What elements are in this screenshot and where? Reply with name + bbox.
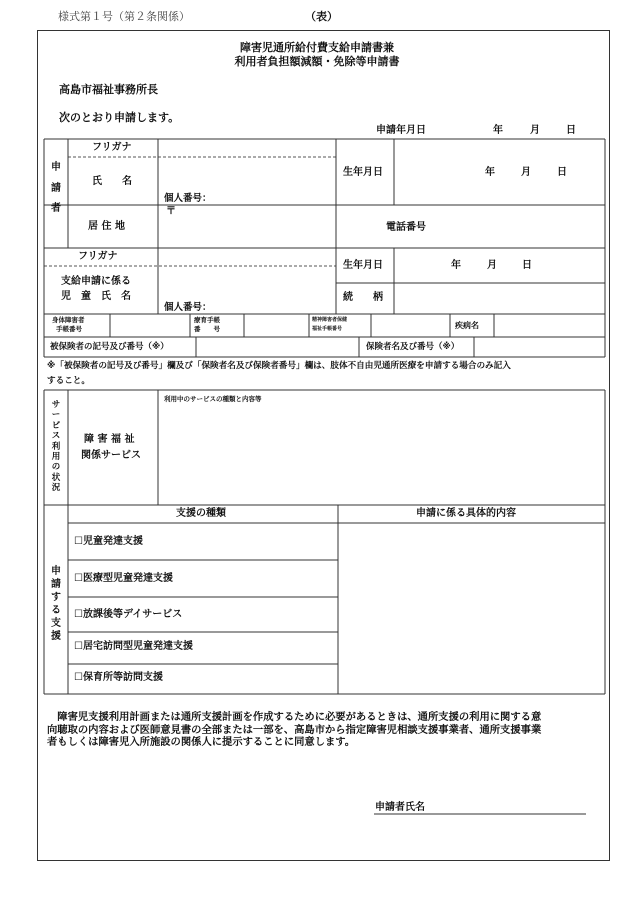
- consent-line: 障害児支援利用計画または通所支援計画を作成するために必要があるときは、通所支援の利用に関する意: [47, 711, 542, 723]
- service-detail-label: 利用中のサービスの種類と内容等: [164, 395, 262, 403]
- application-date-day[interactable]: 日: [566, 125, 576, 136]
- consent-line: 向聴取の内容および医師意見書の全部または一部を、高島市から指定障害児相談支援事業者、通所支援事業: [47, 723, 542, 736]
- application-date-year[interactable]: 年: [493, 125, 503, 136]
- physical-handbook-label-line1: 身体障害者: [52, 316, 85, 324]
- insured-number-label: 被保険者の記号及び番号（※）: [50, 342, 169, 352]
- support-option-nursery-visit[interactable]: ☐保育所等訪問支援: [74, 672, 163, 683]
- support-option-medical-child-development[interactable]: ☐医療型児童発達支援: [74, 573, 173, 584]
- support-detail-header: 申請に係る具体的内容: [416, 508, 516, 519]
- signature-field[interactable]: [440, 797, 584, 813]
- applicant-furigana-label: フリガナ: [92, 142, 132, 153]
- support-section-char: る: [51, 605, 61, 616]
- applicant-birth-year[interactable]: 年: [485, 167, 495, 178]
- support-option-child-development[interactable]: ☐児童発達支援: [74, 536, 143, 547]
- consent-line: 者もしくは障害児入所施設の関係人に提示することに同意します。: [47, 736, 356, 748]
- insurance-note-line2: すること。: [47, 376, 90, 386]
- support-section-char: 援: [51, 631, 61, 642]
- form-side: （表）: [305, 10, 338, 23]
- rehab-handbook-label-line2: 番 号: [194, 325, 220, 333]
- service-usage-char: 状: [51, 472, 61, 483]
- child-birth-month[interactable]: 月: [487, 260, 497, 271]
- signature-label: 申請者氏名: [375, 802, 425, 813]
- phone-label: 電話番号: [386, 222, 426, 233]
- addressee: 高島市福祉事務所長: [59, 83, 158, 96]
- child-birth-day[interactable]: 日: [522, 260, 532, 271]
- insurer-label: 保険者名及び番号（※）: [366, 342, 460, 352]
- mental-handbook-label-line1: 精神障害者保健: [312, 317, 348, 323]
- child-birth-label: 生年月日: [343, 260, 383, 271]
- child-birth-year[interactable]: 年: [451, 260, 461, 271]
- application-date-label: 申請年月日: [376, 125, 426, 136]
- consent-statement: [47, 711, 607, 749]
- applicant-section-char: 請: [51, 182, 61, 194]
- support-section-char: す: [51, 592, 61, 603]
- applicant-section-char: 者: [51, 203, 61, 214]
- support-option-home-visit-child-development[interactable]: ☐居宅訪問型児童発達支援: [74, 641, 193, 652]
- mental-handbook-label-line2: 福祉手帳番号: [312, 326, 343, 332]
- support-section-char: 支: [51, 618, 61, 629]
- form-number: 様式第１号（第２条関係）: [58, 10, 190, 23]
- insurance-note-line1: ※「被保険者の記号及び番号」欄及び「保険者名及び保険者番号」欄は、肢体不自由児通所医療を申請する場合のみ記入: [47, 361, 511, 371]
- applicant-address-label: 居 住 地: [88, 221, 125, 232]
- service-usage-char: ー: [51, 410, 61, 421]
- child-name-label-line2: 児 童 氏 名: [61, 291, 131, 302]
- child-individual-number-label: 個人番号：: [164, 302, 212, 313]
- applicant-section-label: [49, 162, 63, 216]
- service-usage-char: 用: [51, 452, 61, 463]
- service-usage-char: サ: [51, 400, 61, 410]
- service-usage-char: ス: [51, 431, 61, 442]
- intro-text: 次のとおり申請します。: [59, 111, 180, 124]
- disease-label: 疾病名: [455, 321, 479, 330]
- support-section-char: 申: [51, 566, 61, 577]
- service-category-line1: 障 害 福 祉: [84, 434, 135, 445]
- applicant-name-label: 氏 名: [92, 176, 132, 187]
- physical-handbook-label-line2: 手帳番号: [56, 325, 82, 333]
- support-section-char: 請: [51, 579, 61, 590]
- child-relation-label: 続 柄: [343, 292, 383, 303]
- applicant-birth-month[interactable]: 月: [521, 167, 531, 178]
- service-usage-char: 況: [51, 483, 61, 494]
- support-option-after-school-day-service[interactable]: ☐放課後等デイサービス: [74, 609, 183, 620]
- application-date-month[interactable]: 月: [530, 125, 540, 136]
- service-category-line2: 関係サービス: [81, 450, 141, 461]
- rehab-handbook-label-line1: 療育手帳: [194, 316, 220, 324]
- postal-mark: 〒: [166, 206, 176, 217]
- service-usage-section-label: [48, 400, 64, 494]
- service-usage-char: 利: [51, 441, 61, 452]
- service-usage-char: ビ: [51, 420, 61, 431]
- applicant-individual-number-label: 個人番号：: [164, 193, 212, 204]
- child-name-label-line1: 支給申請に係る: [61, 276, 131, 287]
- applicant-birth-day[interactable]: 日: [557, 167, 567, 178]
- support-type-header: 支援の種類: [176, 508, 226, 519]
- form-title-line1: 障害児通所給付費支給申請書兼: [240, 41, 394, 54]
- applicant-section-char: 申: [51, 162, 61, 173]
- support-section-label: [49, 565, 63, 643]
- applicant-birth-label: 生年月日: [343, 167, 383, 178]
- form-title-line2: 利用者負担額減額・免除等申請書: [234, 55, 400, 68]
- child-furigana-label: フリガナ: [78, 251, 118, 262]
- service-usage-char: の: [51, 462, 61, 473]
